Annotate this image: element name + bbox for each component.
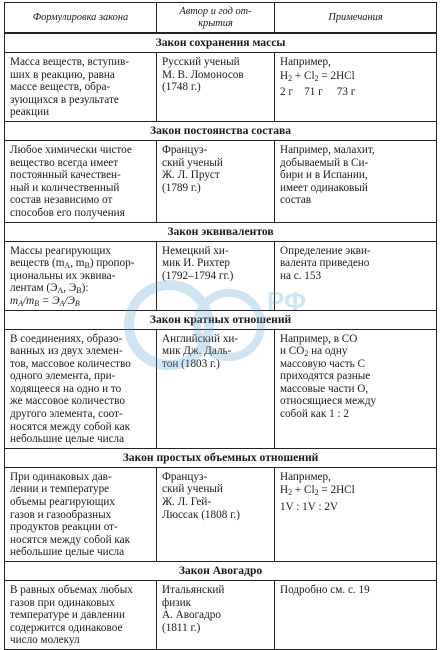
statement-line [10, 257, 151, 270]
statement-text: веществ (m [10, 257, 65, 270]
formula-part: + Cl [292, 484, 315, 497]
author-line: Ж. Л. Гей- [162, 496, 212, 509]
law-content-row [5, 467, 437, 561]
note-line: на с. 153 [280, 269, 322, 282]
author-line: Итальянский [162, 584, 225, 596]
formula-part: H [280, 69, 289, 82]
author-line: М. В. Ломоносов [162, 68, 244, 81]
statement-line: В равных объемах любых [10, 584, 133, 596]
law-note [275, 329, 437, 448]
statement-line: лении и температуре [10, 483, 110, 496]
author-line: Француз- [162, 470, 208, 483]
statement-line: постоянный качествен- [10, 169, 121, 182]
statement-subscript: A [18, 298, 23, 308]
note-line: валента приведено [280, 257, 370, 270]
statement-line: газов при одинаковых [10, 596, 115, 609]
statement-line: вещество всегда имеет [10, 156, 119, 169]
laws-body [4, 33, 437, 650]
statement-line: В соединениях, образо- [10, 332, 123, 345]
law-title: Закон Авогадро [5, 562, 437, 581]
author-line: мик И. Рихтер [162, 257, 230, 270]
note-line: состав [280, 194, 312, 207]
law-author [157, 329, 275, 448]
formula-part: 2 [288, 488, 293, 498]
statement-text: циональны их эквива- [10, 269, 116, 282]
statement-line: число молекул [10, 634, 80, 647]
author-line: мик Дж. Даль- [162, 345, 232, 358]
law-content-row [5, 140, 437, 222]
header-notes: Примечания [275, 3, 437, 33]
note-line: Например, [280, 470, 331, 483]
statement-text: = Э [39, 294, 60, 307]
law-statement [5, 581, 157, 650]
note-line [280, 383, 431, 396]
statement-subscript: B [74, 298, 80, 308]
law-content-row [5, 581, 437, 650]
law-note [275, 467, 437, 561]
header-law-statement: Формулировка закона [5, 3, 157, 33]
statement-line: температуре и давлении [10, 609, 125, 622]
law-author [157, 241, 275, 310]
statement-text: Массы реагирующих [10, 244, 111, 257]
statement-line: содержится одинаковое [10, 621, 123, 634]
statement-subscript: A [59, 298, 65, 308]
law-author [157, 467, 275, 561]
header-author-line2: крытия [198, 17, 233, 29]
note-text: массовые части O, [280, 382, 369, 395]
law-statement [5, 329, 157, 448]
note-line: имеет одинаковый [280, 181, 368, 194]
statement-text: ) пропор- [89, 257, 135, 270]
reaction-ratio: 1V : 1V : 2V [280, 501, 339, 514]
author-line: Ж. Л. Пруст [162, 169, 220, 182]
statement-line: ный и количественный [10, 181, 120, 194]
note-line: Определение экви- [280, 244, 371, 257]
note-line: Например, малахит, [280, 143, 375, 156]
law-author [157, 53, 275, 122]
author-line: (1792–1794 гг.) [162, 269, 234, 282]
law-title-row [5, 448, 437, 467]
formula-part: = 2HCl [318, 484, 355, 497]
note-text: приходятся разные [280, 370, 371, 383]
law-statement [5, 241, 157, 310]
statement-line: же массовое количество [10, 395, 125, 408]
author-line: Русский ученый [162, 56, 240, 68]
reaction-formula [280, 70, 431, 83]
note-subscript: 2 [304, 349, 309, 359]
author-line: Английский хи- [162, 332, 239, 345]
formula-part: + Cl [292, 69, 315, 82]
author-line: физик [162, 596, 192, 609]
statement-line [10, 245, 151, 258]
header-author-line1: Автор и год от- [179, 6, 252, 17]
statement-line: газов и газообразных [10, 508, 112, 521]
note-text: массовую часть C [280, 357, 365, 370]
author-line: (1789 г.) [162, 181, 201, 194]
law-note [275, 241, 437, 310]
svg-text:РФ: РФ [267, 286, 307, 316]
author-line: А. Авогадро [162, 609, 221, 622]
table-header-row [5, 3, 437, 33]
note-line [280, 333, 431, 346]
statement-line: другого элемента, соот- [10, 408, 123, 421]
statement-line [10, 282, 151, 295]
statement-text: m [10, 294, 19, 307]
statement-line: При одинаковых дав- [10, 470, 112, 483]
author-line: Люссак (1808 г.) [162, 508, 240, 521]
note-line [280, 358, 431, 371]
statement-line: носятся между собой как [10, 420, 131, 433]
statement-subscript: A [64, 261, 71, 271]
statement-line: массе веществ, обра- [10, 81, 111, 94]
statement-text: /m [22, 294, 35, 307]
law-statement [5, 140, 157, 222]
statement-line [10, 295, 151, 308]
note-line: добываемый в Си- [280, 156, 369, 169]
reaction-ratio: 2 г 71 г 73 г [280, 86, 356, 99]
author-line: ский ученый [162, 483, 223, 496]
statement-line: состав независимо от [10, 194, 113, 207]
formula-part: = 2HCl [318, 69, 355, 82]
law-content-row [5, 241, 437, 310]
statement-line: одного элемента, при- [10, 370, 116, 383]
statement-line: способов его получения [10, 206, 125, 219]
law-title: Закон сохранения массы [5, 34, 437, 53]
statement-subscript: B [84, 261, 90, 271]
statement-subscript: A [57, 286, 64, 296]
header-author-year [157, 3, 275, 33]
statement-line: Масса веществ, вступив- [10, 56, 130, 68]
statement-line: ванных из двух элемен- [10, 345, 123, 358]
reaction-formula [280, 484, 431, 497]
note-line [280, 395, 431, 408]
statement-line: реакции [10, 106, 50, 119]
author-line: (1748 г.) [162, 81, 201, 94]
note-text: Например, в CO [280, 332, 358, 345]
statement-line: объемы реагирующих [10, 496, 115, 509]
statement-line: тов, массовое количество [10, 357, 131, 370]
formula-part: H [280, 484, 289, 497]
statement-line: небольшие целые числа [10, 433, 125, 446]
statement-line: продуктов реакции от- [10, 521, 118, 534]
law-statement [5, 467, 157, 561]
note-text: и CO [280, 345, 305, 358]
law-title-row [5, 562, 437, 581]
statement-text: лентам (Э [10, 282, 58, 295]
note-line [280, 370, 431, 383]
law-title: Закон простых объемных отношений [5, 448, 437, 467]
law-table-page [4, 2, 436, 647]
note-line [280, 408, 431, 421]
author-line: тон (1803 г.) [162, 357, 220, 370]
law-note [275, 53, 437, 122]
law-note [275, 581, 437, 650]
statement-text: ): [81, 282, 89, 295]
law-title: Закон постоянства состава [5, 121, 437, 140]
law-content-row [5, 329, 437, 448]
note-line: Например, [280, 56, 331, 68]
author-line: Француз- [162, 143, 208, 156]
statement-text: , m [70, 257, 85, 270]
law-author [157, 581, 275, 650]
formula-part: 2 [288, 73, 293, 83]
law-title-row [5, 34, 437, 53]
note-line: Подробно см. с. 19 [280, 584, 370, 596]
law-title-row [5, 121, 437, 140]
law-statement [5, 53, 157, 122]
statement-subscript: B [34, 298, 40, 308]
law-title: Закон эквивалентов [5, 222, 437, 241]
formula-part: 2 [314, 73, 319, 83]
chemistry-laws-table [4, 2, 437, 33]
author-line: Немецкий хи- [162, 244, 229, 257]
author-line: ский ученый [162, 156, 223, 169]
formula-part: 2 [314, 488, 319, 498]
statement-line: Любое химически чистое [10, 143, 132, 156]
note-line [280, 345, 431, 358]
statement-line [10, 270, 151, 283]
statement-line: небольшие целые числа [10, 546, 125, 559]
statement-text: /Э [64, 294, 75, 307]
statement-line: носятся между собой как [10, 533, 131, 546]
statement-line: ходящееся на одно и то [10, 382, 122, 395]
statement-line: зующихся в результате [10, 93, 119, 106]
law-content-row [5, 53, 437, 122]
statement-subscript: B [76, 286, 82, 296]
law-note [275, 140, 437, 222]
law-title-row [5, 310, 437, 329]
note-text: собой как 1 : 2 [280, 408, 349, 421]
author-line: (1811 г.) [162, 621, 201, 634]
law-title: Закон кратных отношений [5, 310, 437, 329]
statement-line: ших в реакцию, равна [10, 68, 115, 81]
law-title-row [5, 222, 437, 241]
law-author [157, 140, 275, 222]
note-line: бири и в Испании, [280, 169, 368, 182]
note-text: относящиеся между [280, 395, 377, 408]
note-text: на одну [308, 345, 348, 358]
statement-text: , Э [63, 282, 77, 295]
